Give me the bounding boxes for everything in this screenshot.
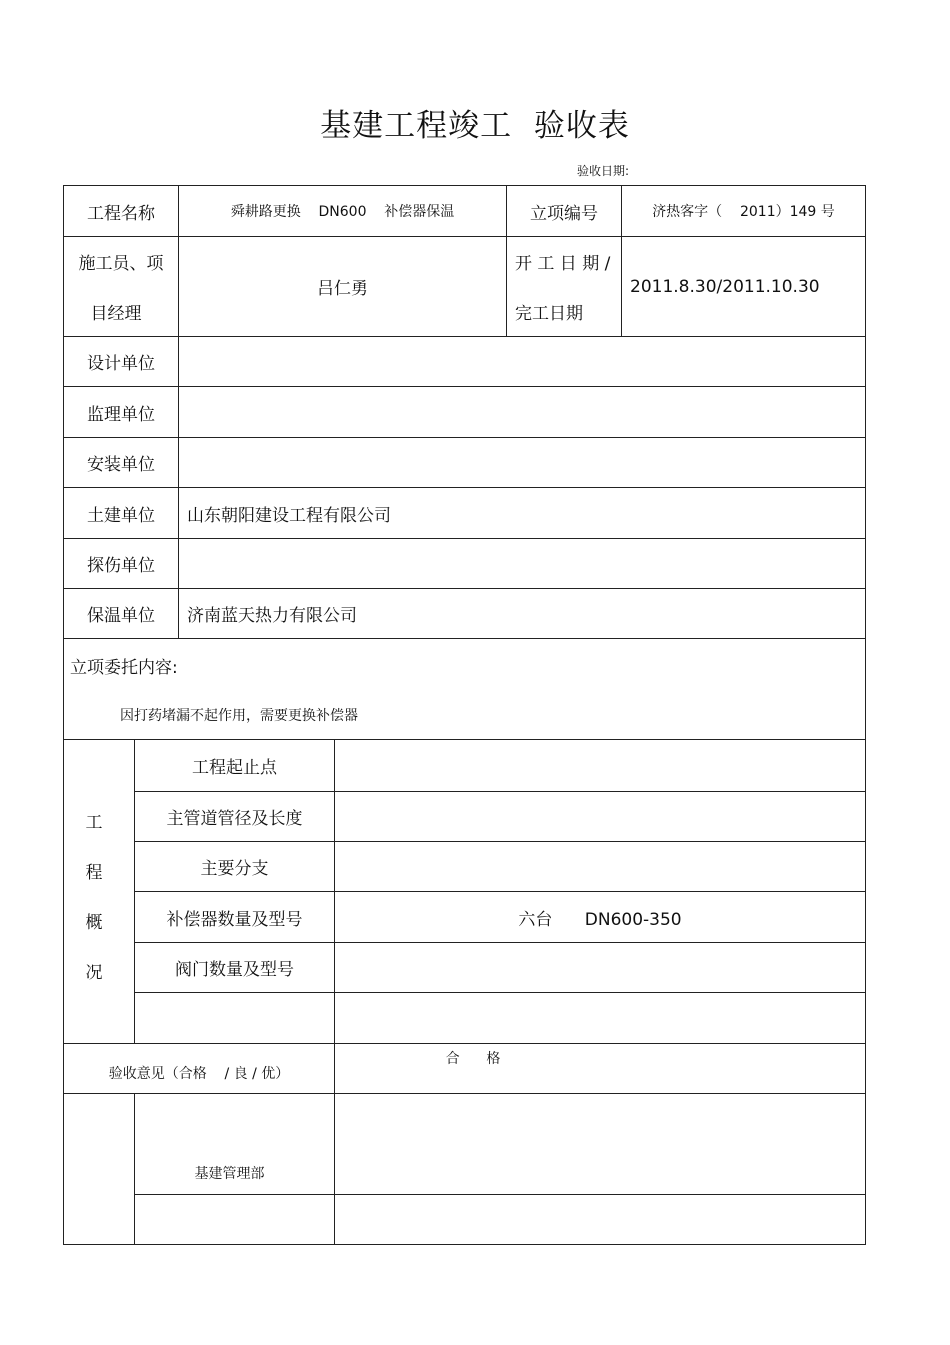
- overview-item-value: 六台 DN600-350: [518, 909, 682, 930]
- project-name-label: 工程名称: [87, 203, 155, 224]
- overview-item-label: 工程起止点: [192, 758, 277, 778]
- acceptance-date-label: 验收日期:: [577, 164, 630, 178]
- project-no-value: 济热客字（ 2011）149 号: [652, 204, 835, 220]
- commission-content: 因打药堵漏不起作用，需要更换补偿器: [120, 708, 358, 724]
- row-divider: [63, 1093, 866, 1094]
- row-divider: [134, 1194, 866, 1195]
- project-no-label: 立项编号: [530, 203, 598, 224]
- overview-item-value: [335, 943, 865, 992]
- overview-item-label: 阀门数量及型号: [175, 960, 294, 980]
- dates-value: 2011.8.30/2011.10.30: [630, 276, 820, 297]
- table-border-bottom: [63, 1244, 866, 1245]
- signoff-dept-label: 基建管理部: [194, 1166, 265, 1182]
- civil-unit-value: 山东朝阳建设工程有限公司: [187, 505, 391, 526]
- acceptance-label: 验收意见（合格 / 良 / 优）: [108, 1066, 290, 1082]
- overview-item-value: [335, 993, 865, 1043]
- commission-label: 立项委托内容:: [70, 657, 178, 678]
- overview-item-value: [335, 740, 865, 791]
- overview-side-char: 工: [85, 812, 103, 833]
- install-unit-value: [179, 438, 865, 487]
- manager-value: 吕仁勇: [317, 279, 368, 299]
- page-title: 基建工程竣工 验收表: [320, 108, 630, 144]
- design-unit-label: 设计单位: [87, 354, 155, 374]
- supervision-unit-label: 监理单位: [87, 404, 155, 425]
- insulation-unit-label: 保温单位: [87, 606, 155, 626]
- insulation-unit-value: 济南蓝天热力有限公司: [187, 606, 357, 626]
- project-name-value: 舜耕路更换 DN600 补偿器保温: [230, 204, 455, 220]
- civil-unit-label: 土建单位: [87, 505, 155, 526]
- design-unit-value: [179, 337, 865, 386]
- overview-side-char: 况: [85, 962, 103, 983]
- overview-item-label: 补偿器数量及型号: [166, 909, 303, 930]
- manager-label-line2: 目经理: [90, 303, 142, 324]
- overview-item-value: [335, 842, 865, 891]
- overview-item-label: 主要分支: [200, 859, 269, 879]
- supervision-unit-value: [179, 387, 865, 437]
- row-divider: [63, 638, 866, 639]
- inspection-unit-label: 探伤单位: [87, 556, 155, 576]
- dates-label-line2: 完工日期: [515, 303, 583, 324]
- install-unit-label: 安装单位: [87, 455, 155, 475]
- overview-item-label: [135, 993, 334, 1043]
- overview-side-char: 概: [85, 912, 103, 933]
- row-divider: [63, 1043, 866, 1044]
- manager-label-line1: 施工员、项: [78, 253, 164, 274]
- overview-item-label: 主管道管径及长度: [166, 809, 303, 829]
- table-border-right: [865, 185, 866, 1245]
- acceptance-value: 合 格: [445, 1051, 501, 1067]
- overview-item-value: [335, 792, 865, 841]
- overview-side-char: 程: [85, 862, 103, 883]
- dates-label-line1: 开 工 日 期 /: [515, 253, 611, 274]
- inspection-unit-value: [179, 539, 865, 588]
